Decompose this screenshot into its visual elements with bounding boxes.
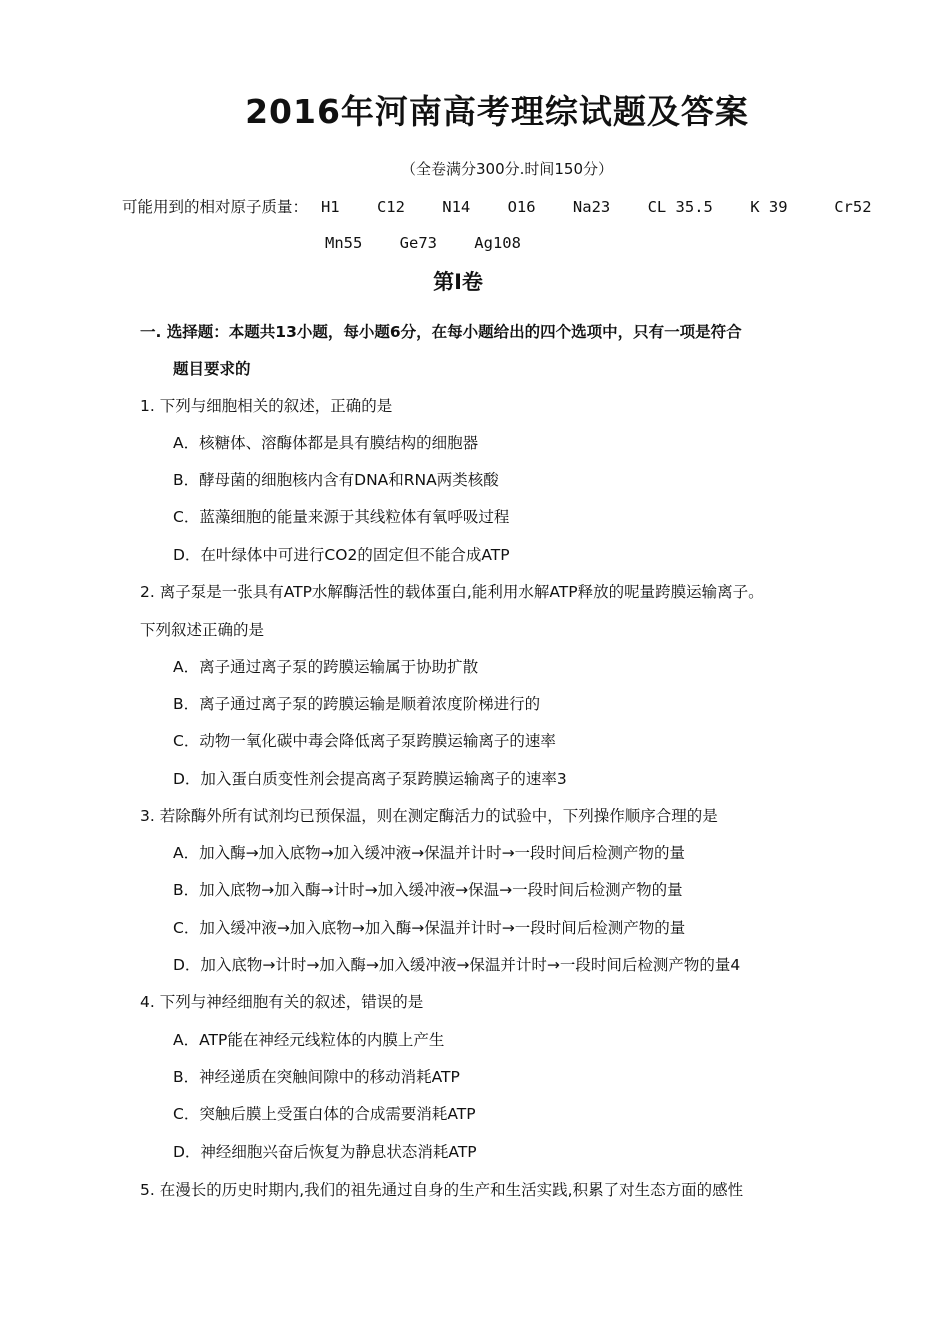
atomic-mass-values-1: H1 C12 N14 O16 Na23 CL 35.5 K 39 Cr52 xyxy=(320,198,872,216)
question-3-option-c: C．加入缓冲液→加入底物→加入酶→保温并计时→一段时间后检测产物的量 xyxy=(173,919,686,937)
question-1-option-c: C．蓝藻细胞的能量来源于其线粒体有氧呼吸过程 xyxy=(173,508,510,526)
question-1-option-d: D．在叶绿体中可进行CO2的固定但不能合成ATP xyxy=(173,546,510,564)
question-3-option-d: D．加入底物→计时→加入酶→加入缓冲液→保温并计时→一段时间后检测产物的量4 xyxy=(173,956,741,974)
question-2-option-c: C．动物一氧化碳中毒会降低离子泵跨膜运输离子的速率 xyxy=(173,732,556,750)
section-title: 第Ⅰ卷 xyxy=(433,270,483,294)
document-subtitle: （全卷满分300分.时间150分） xyxy=(400,160,614,178)
question-4-option-d: D．神经细胞兴奋后恢复为静息状态消耗ATP xyxy=(173,1143,477,1161)
question-3-option-b: B．加入底物→加入酶→计时→加入缓冲液→保温→一段时间后检测产物的量 xyxy=(173,881,683,899)
question-5-stem: 5. 在漫长的历史时期内,我们的祖先通过自身的生产和生活实践,积累了对生态方面的感性 xyxy=(140,1181,744,1199)
question-1-option-a: A．核糖体、溶酶体都是具有膜结构的细胞器 xyxy=(173,434,479,452)
document-title: 2016年河南高考理综试题及答案 xyxy=(245,92,749,131)
question-4-stem: 4. 下列与神经细胞有关的叙述，错误的是 xyxy=(140,993,424,1011)
part-one-heading: 一. 选择题：本题共13小题，每小题6分，在每小题给出的四个选项中，只有一项是符合 xyxy=(140,323,742,341)
question-4-option-c: C．突触后膜上受蛋白体的合成需要消耗ATP xyxy=(173,1105,476,1123)
atomic-mass-label: 可能用到的相对原子质量： xyxy=(122,198,309,216)
atomic-mass-line-1 xyxy=(122,197,872,217)
question-1-stem: 1. 下列与细胞相关的叙述，正确的是 xyxy=(140,397,393,415)
part-one-heading-cont: 题目要求的 xyxy=(173,360,251,378)
question-1-option-b: B．酵母菌的细胞核内含有DNA和RNA两类核酸 xyxy=(173,471,499,489)
question-3-stem: 3. 若除酶外所有试剂均已预保温，则在测定酶活力的试验中，下列操作顺序合理的是 xyxy=(140,807,718,825)
atomic-mass-values-2: Mn55 Ge73 Ag108 xyxy=(325,234,521,252)
question-2-option-b: B．离子通过离子泵的跨膜运输是顺着浓度阶梯进行的 xyxy=(173,695,541,713)
question-4-option-b: B．神经递质在突触间隙中的移动消耗ATP xyxy=(173,1068,460,1086)
question-2-stem-cont: 下列叙述正确的是 xyxy=(140,621,265,639)
question-2-option-d: D．加入蛋白质变性剂会提高离子泵跨膜运输离子的速率3 xyxy=(173,770,567,788)
question-2-stem: 2. 离子泵是一张具有ATP水解酶活性的载体蛋白,能利用水解ATP释放的呢量跨膜运输离子。 xyxy=(140,583,764,601)
question-2-option-a: A．离子通过离子泵的跨膜运输属于协助扩散 xyxy=(173,658,479,676)
question-4-option-a: A．ATP能在神经元线粒体的内膜上产生 xyxy=(173,1031,445,1049)
question-3-option-a: A．加入酶→加入底物→加入缓冲液→保温并计时→一段时间后检测产物的量 xyxy=(173,844,686,862)
